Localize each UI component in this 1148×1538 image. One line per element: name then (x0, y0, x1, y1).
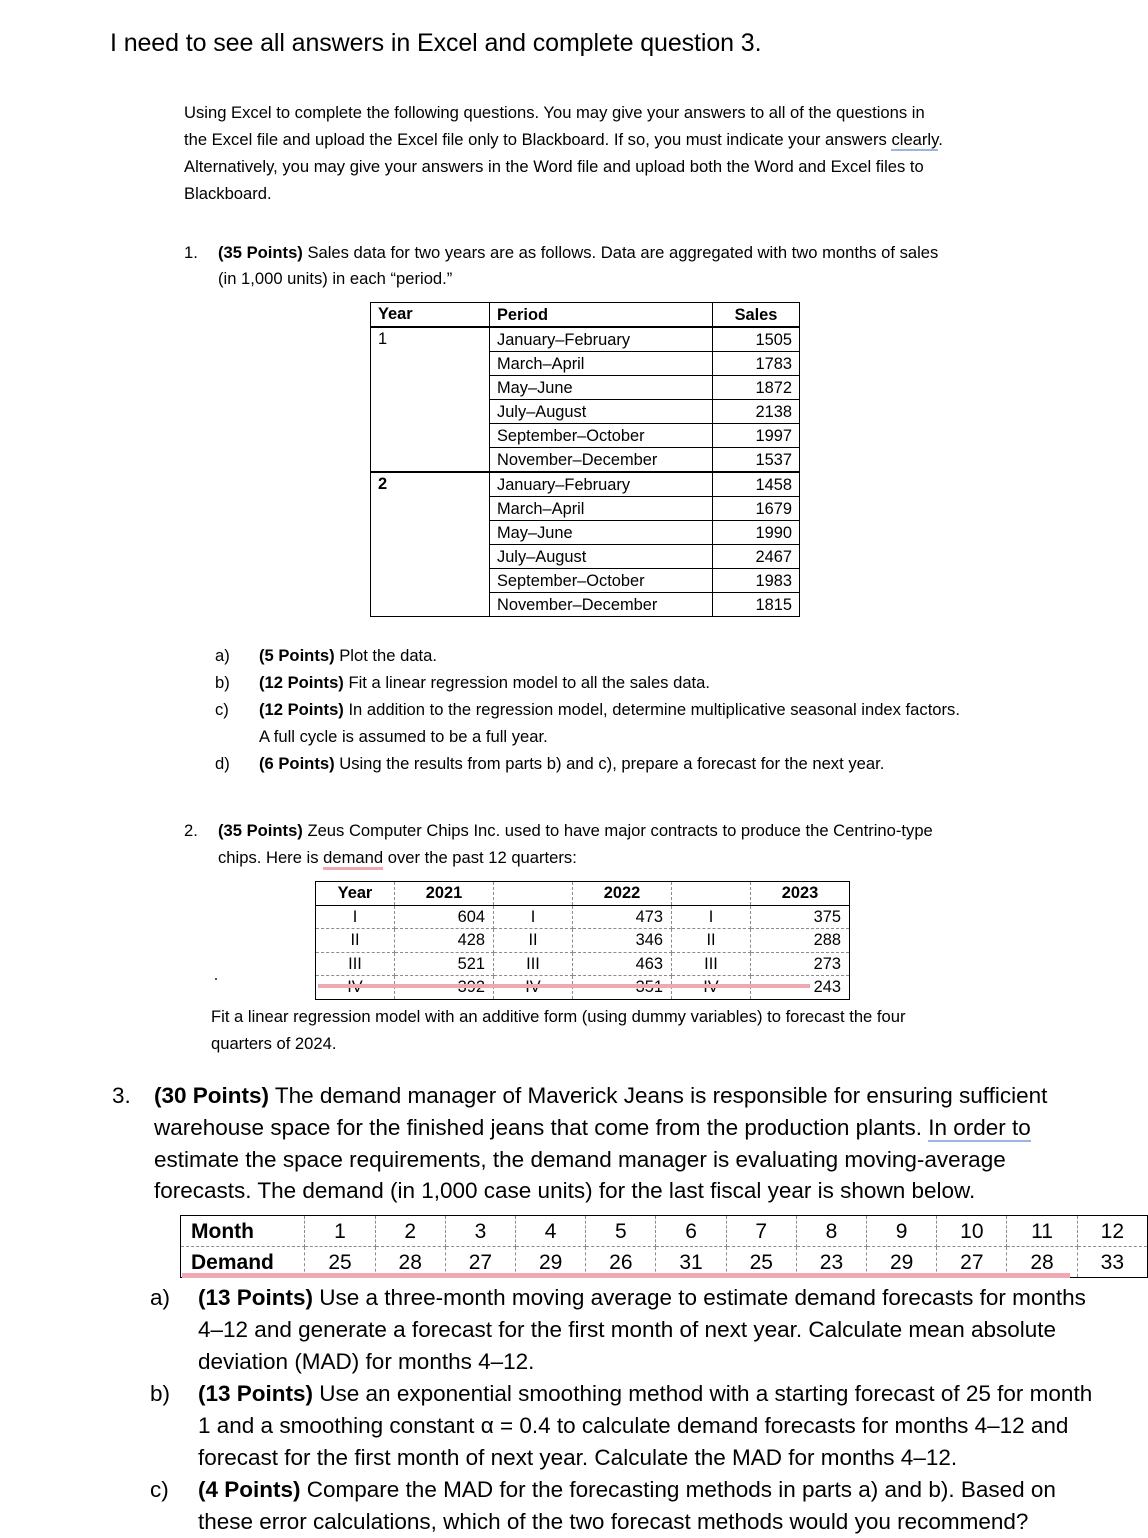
subquestion-1d-marker: d) (215, 753, 230, 773)
value-2022: 346 (573, 929, 672, 953)
value-2022: 463 (573, 952, 672, 976)
period-cell: September–October (490, 424, 713, 448)
question-3-prompt-after: estimate the space requirements, the demand manager is evaluating moving-average forecasts. The demand (in 1,000 case units) for the last fiscal year is shown below. (154, 1146, 1006, 1204)
month-cell: 3 (445, 1216, 515, 1247)
quarter-label: III (494, 952, 573, 976)
subquestion-1a (215, 643, 960, 670)
subquestion-1b-points: (12 Points) (259, 673, 344, 693)
subquestion-3a-text: Use a three-month moving average to estimate demand forecasts for months 4–12 and generate a forecast for the first month of next year. Calculate mean absolute deviation (MAD) for months 4–12. (198, 1285, 1086, 1375)
month-cell: 9 (867, 1216, 937, 1247)
period-cell: May–June (490, 521, 713, 545)
quarter-label: I (494, 905, 573, 929)
demand-cell: 33 (1077, 1247, 1147, 1278)
question-3-number: 3. (112, 1082, 131, 1108)
demand-cell: 25 (726, 1247, 796, 1278)
sales-cell: 1990 (713, 521, 800, 545)
subquestion-1c-text: In addition to the regression model, determine multiplicative seasonal index factors. A full cycle is assumed to be a full year. (259, 700, 960, 746)
demand-cell: 29 (516, 1247, 586, 1278)
intro-paragraph (184, 100, 944, 208)
sales-cell: 1458 (713, 472, 800, 497)
question-2-number: 2. (184, 820, 198, 840)
value-2021: 604 (395, 905, 494, 929)
quarter-label: II (672, 929, 751, 953)
header-sales: Sales (713, 303, 800, 328)
user-question-text: I need to see all answers in Excel and complete question 3. (110, 29, 762, 57)
sales-data-table (370, 302, 800, 617)
subquestion-3a-points: (13 Points) (198, 1285, 314, 1311)
demand-cell: 28 (1007, 1247, 1077, 1278)
period-cell: November–December (490, 593, 713, 617)
quarter-label: I (672, 905, 751, 929)
subquestion-1d (215, 751, 960, 778)
question-3 (112, 1080, 1102, 1208)
subquestion-1b-marker: b) (215, 673, 230, 693)
demand-cell: 31 (656, 1247, 726, 1278)
stray-period-mark (215, 978, 217, 980)
header-2021: 2021 (395, 882, 494, 906)
assignment-document (0, 100, 1148, 1538)
demand-cell: 25 (305, 1247, 375, 1278)
period-cell: November–December (490, 448, 713, 473)
subquestion-3a-marker: a) (150, 1285, 171, 1311)
question-1-number: 1. (184, 242, 198, 262)
value-2023: 273 (751, 952, 850, 976)
sales-cell: 1815 (713, 593, 800, 617)
subquestion-1a-points: (5 Points) (259, 646, 335, 666)
period-cell: July–August (490, 400, 713, 424)
subquestion-1b (215, 670, 960, 697)
question-2-footer: Fit a linear regression model with an additive form (using dummy variables) to forecast the four quarters of 2024. (211, 1006, 906, 1053)
quarter-label: III (316, 952, 395, 976)
sales-cell: 1983 (713, 569, 800, 593)
intro-text-part2: . Alternatively, you may give your answers in the Word file and upload both the Word and Excel files to Blackboard. (184, 129, 943, 203)
month-cell: 8 (796, 1216, 866, 1247)
subquestion-1b-text: Fit a linear regression model to all the sales data. (343, 673, 711, 693)
question-3-subquestions (150, 1282, 1100, 1538)
subquestion-1c-points: (12 Points) (259, 700, 344, 719)
subquestion-1d-points: (6 Points) (259, 753, 335, 773)
intro-text-part1: Using Excel to complete the following questions. You may give your answers to all of the questions in the Excel file and upload the Excel file only to Blackboard. If so, you must indicate your answers (184, 103, 925, 149)
header-period: Period (490, 303, 713, 328)
month-cell: 4 (516, 1216, 586, 1247)
question-1-text (218, 240, 954, 294)
table-header-row (371, 303, 800, 328)
subquestion-3c-marker: c) (150, 1477, 169, 1502)
sales-cell: 1505 (713, 327, 800, 352)
subquestion-3b (150, 1378, 1100, 1474)
sales-cell: 1997 (713, 424, 800, 448)
month-cell: 2 (375, 1216, 445, 1247)
value-2021: 521 (395, 952, 494, 976)
subquestion-3c-points: (4 Points) (198, 1477, 301, 1502)
value-2023: 288 (751, 929, 850, 953)
question-2-text (218, 818, 954, 872)
period-cell: May–June (490, 376, 713, 400)
period-cell: March–April (490, 497, 713, 521)
demand-cell: 23 (796, 1247, 866, 1278)
sales-cell: 1872 (713, 376, 800, 400)
pink-highlight-bar-month-demand (182, 1273, 1070, 1278)
table-header-row (316, 882, 850, 906)
year-1-cell: 1 (371, 327, 490, 472)
question-1-points: (35 Points) (218, 242, 303, 262)
row-label-demand: Demand (181, 1247, 305, 1278)
header-year: Year (316, 882, 395, 906)
month-demand-table (180, 1215, 1148, 1278)
period-cell: January–February (490, 327, 713, 352)
month-cell: 10 (937, 1216, 1007, 1247)
year-2-cell: 2 (371, 472, 490, 617)
quarterly-table-wrapper (0, 881, 1148, 1000)
question-3-points: (30 Points) (154, 1082, 270, 1108)
month-demand-table-wrapper (0, 1215, 1148, 1278)
subquestion-3c-text: Compare the MAD for the forecasting methods in parts a) and b). Based on these error calculations, which of the two forecast methods would you recommend? (198, 1477, 1056, 1534)
question-1-prompt: Sales data for two years are as follows. Data are aggregated with two months of sales (in 1,000 units) in each “period.” (218, 242, 939, 289)
quarter-label: II (494, 929, 573, 953)
question-2-prompt-after: over the past 12 quarters: (383, 847, 577, 867)
subquestion-3b-points: (13 Points) (198, 1381, 314, 1407)
quarterly-demand-table (315, 881, 850, 1000)
grammar-flagged-phrase-in-order-to: In order to (928, 1114, 1031, 1140)
table-row-month (181, 1216, 1148, 1247)
value-2023: 375 (751, 905, 850, 929)
header-blank-2 (672, 882, 751, 906)
question-2-prompt-before: Zeus Computer Chips Inc. used to have major contracts to produce the Centrino-type chips. Here is (218, 820, 933, 867)
value-2022: 473 (573, 905, 672, 929)
table-row (371, 327, 800, 352)
period-cell: March–April (490, 352, 713, 376)
subquestion-3a (150, 1282, 1100, 1378)
sales-cell: 1537 (713, 448, 800, 473)
quarter-label: I (316, 905, 395, 929)
header-2023: 2023 (751, 882, 850, 906)
demand-cell: 27 (937, 1247, 1007, 1278)
month-cell: 11 (1007, 1216, 1077, 1247)
subquestion-1a-text: Plot the data. (334, 646, 438, 666)
month-cell: 5 (586, 1216, 656, 1247)
table-row (371, 472, 800, 497)
sales-cell: 2467 (713, 545, 800, 569)
row-label-month: Month (181, 1216, 305, 1247)
highlighted-word-demand: demand (323, 848, 383, 870)
demand-cell: 29 (867, 1247, 937, 1278)
question-1 (184, 240, 954, 294)
question-3-prompt-before: The demand manager of Maverick Jeans is responsible for ensuring sufficient warehouse space for the finished jeans that come from the production plants. (154, 1082, 1048, 1140)
header-blank-1 (494, 882, 573, 906)
table-row (316, 952, 850, 976)
demand-cell: 27 (445, 1247, 515, 1278)
subquestion-1c-marker: c) (215, 700, 229, 719)
demand-cell: 26 (586, 1247, 656, 1278)
value-2023: 243 (751, 976, 850, 1000)
period-cell: January–February (490, 472, 713, 497)
table-row (316, 929, 850, 953)
subquestion-1a-marker: a) (215, 646, 230, 666)
header-year: Year (371, 303, 490, 328)
value-2021: 428 (395, 929, 494, 953)
sales-cell: 1679 (713, 497, 800, 521)
question-1-subquestions (215, 643, 960, 777)
table-row (316, 905, 850, 929)
demand-cell: 28 (375, 1247, 445, 1278)
sales-table-body (371, 327, 800, 617)
question-3-text (154, 1080, 1102, 1208)
month-cell: 12 (1077, 1216, 1147, 1247)
subquestion-3b-text: Use an exponential smoothing method with a starting forecast of 25 for month 1 and a smoothing constant α = 0.4 to calculate demand forecasts for months 4–12 and forecast for the first month of next year. Calculate the MAD for months 4–12. (198, 1381, 1093, 1471)
month-cell: 1 (305, 1216, 375, 1247)
subquestion-3b-marker: b) (150, 1381, 171, 1407)
month-cell: 6 (656, 1216, 726, 1247)
subquestion-1c (215, 697, 960, 751)
period-cell: September–October (490, 569, 713, 593)
subquestion-1d-text: Using the results from parts b) and c), prepare a forecast for the next year. (334, 753, 885, 773)
period-cell: July–August (490, 545, 713, 569)
sales-cell: 2138 (713, 400, 800, 424)
month-cell: 7 (726, 1216, 796, 1247)
question-2 (184, 818, 954, 872)
grammar-flagged-word-clearly: clearly (891, 129, 939, 149)
question-2-points: (35 Points) (218, 820, 303, 840)
sales-cell: 1783 (713, 352, 800, 376)
quarter-label: II (316, 929, 395, 953)
quarter-label: III (672, 952, 751, 976)
pink-highlight-bar-quarterly (318, 984, 810, 988)
subquestion-3c (150, 1474, 1100, 1538)
header-2022: 2022 (573, 882, 672, 906)
